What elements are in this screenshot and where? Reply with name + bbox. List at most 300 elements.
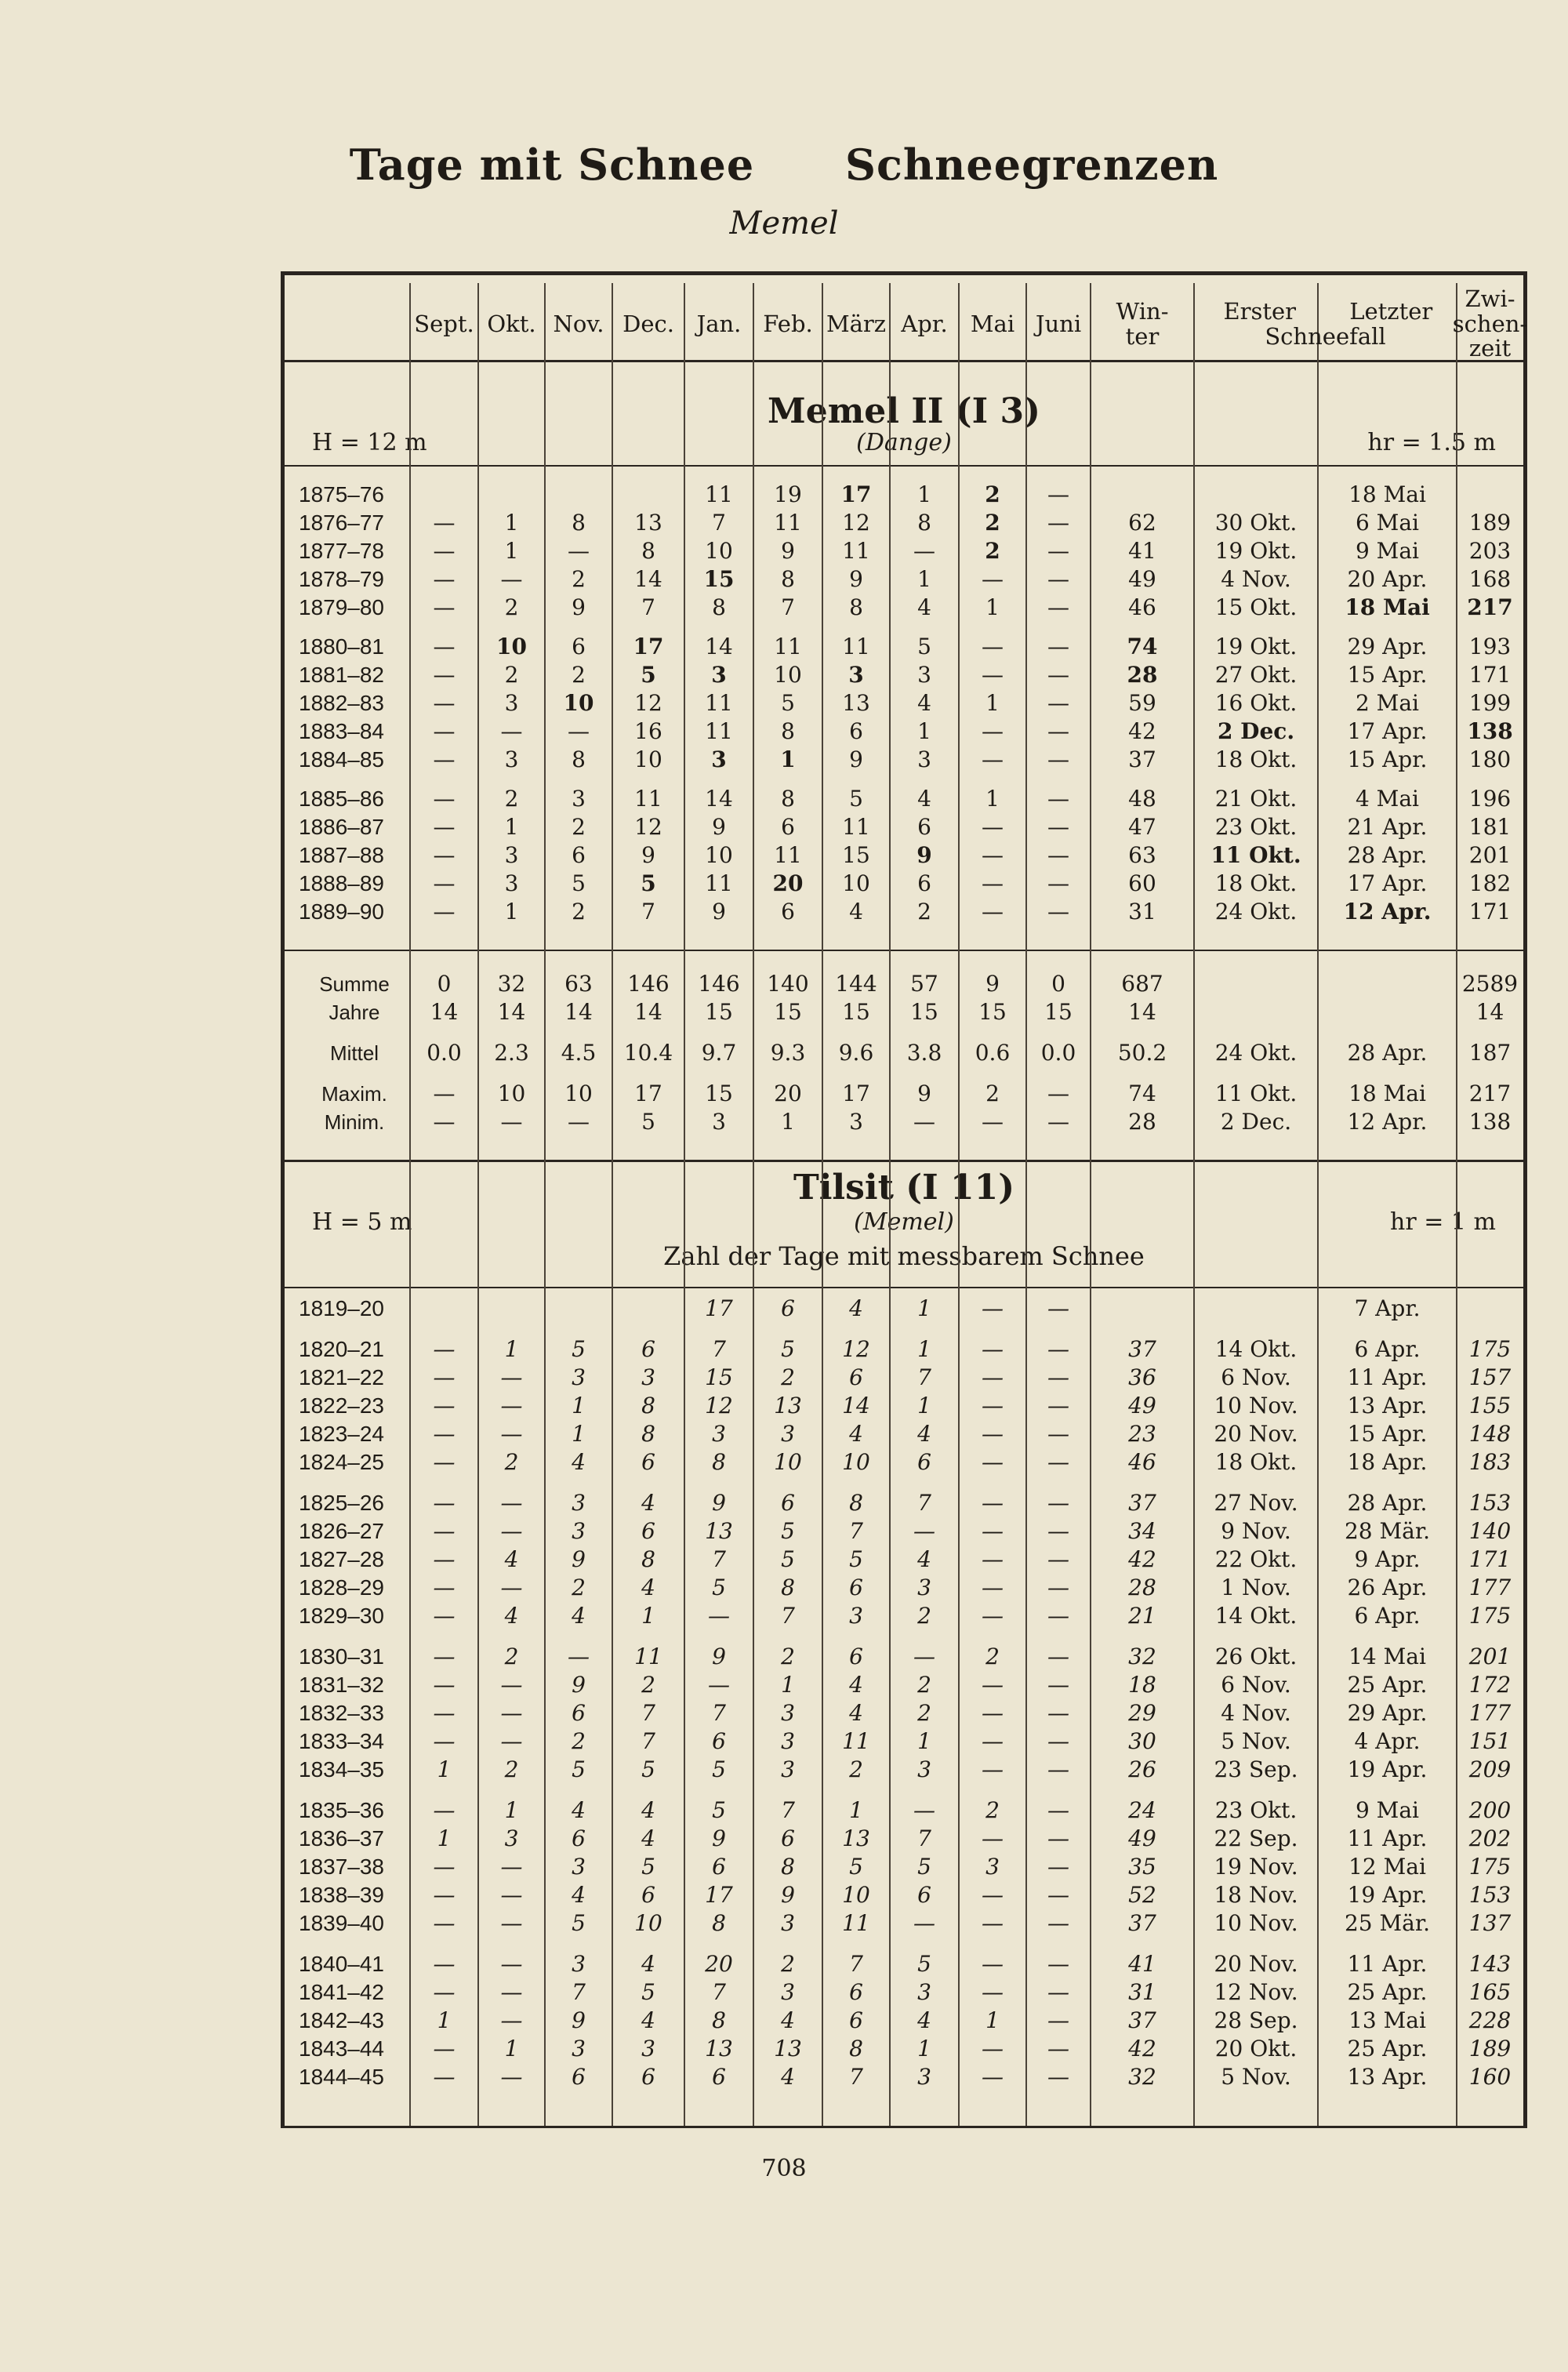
memel-subheader-separator <box>285 465 1523 467</box>
column-rule <box>1456 283 1457 2126</box>
value-cell: 6 <box>572 634 586 659</box>
value-cell: — <box>913 1518 935 1544</box>
value-cell: 74 <box>1128 1081 1156 1106</box>
header-juni: Juni <box>1035 310 1082 337</box>
tilsit-row <box>285 1978 1523 2007</box>
value-cell: — <box>982 1546 1004 1572</box>
value-cell: 8 <box>641 1546 655 1572</box>
value-cell: 7 <box>849 2064 863 2090</box>
tilsit-row <box>285 1881 1523 1909</box>
value-cell: 12 Apr. <box>1347 1109 1428 1135</box>
value-cell: 10 <box>842 1882 870 1908</box>
column-rule <box>1090 283 1091 2126</box>
value-cell: — <box>433 899 456 924</box>
value-cell: — <box>982 1336 1004 1362</box>
value-cell: 49 <box>1128 1825 1156 1851</box>
value-cell: — <box>1047 1449 1069 1475</box>
value-cell: — <box>433 1490 456 1516</box>
value-cell: 32 <box>1128 1644 1156 1669</box>
value-cell: 9 <box>641 842 655 868</box>
value-cell: 48 <box>1128 786 1156 812</box>
memel-row <box>285 746 1523 774</box>
value-cell: — <box>1047 1364 1069 1390</box>
value-cell: 22 Okt. <box>1214 1546 1298 1572</box>
value-cell: 42 <box>1128 718 1156 744</box>
value-cell: 7 <box>712 1336 726 1362</box>
value-cell: 6 <box>712 1854 726 1880</box>
header-jan: Jan. <box>696 310 742 337</box>
value-cell: 2 <box>572 899 586 924</box>
memel-summary-row <box>285 998 1523 1026</box>
value-cell: 3 <box>712 1421 726 1447</box>
memel-row <box>285 870 1523 898</box>
year-cell: 1843–44 <box>299 2036 385 2061</box>
value-cell: 9 <box>572 594 586 620</box>
value-cell: 217 <box>1467 594 1513 620</box>
value-cell: 2 <box>572 1728 586 1754</box>
header-märz: März <box>826 310 887 337</box>
value-cell: 143 <box>1468 1951 1512 1977</box>
value-cell: — <box>433 1336 456 1362</box>
value-cell: 11 Apr. <box>1347 1364 1428 1390</box>
tilsit-row <box>285 1574 1523 1602</box>
value-cell: 140 <box>1468 1518 1512 1544</box>
value-cell: 7 <box>641 1700 655 1726</box>
value-cell: — <box>500 1109 523 1135</box>
value-cell: 5 <box>781 1546 795 1572</box>
value-cell: 8 <box>781 1575 795 1600</box>
tilsit-row <box>285 1335 1523 1364</box>
value-cell: 0.0 <box>426 1040 462 1066</box>
value-cell: 5 <box>641 1109 655 1135</box>
value-cell: — <box>568 1644 590 1669</box>
value-cell: — <box>1047 1756 1069 1782</box>
value-cell: 187 <box>1468 1040 1512 1066</box>
value-cell: — <box>1047 1336 1069 1362</box>
value-cell: 20 Okt. <box>1214 2036 1298 2061</box>
value-cell: 2 <box>985 1797 1000 1823</box>
value-cell: 193 <box>1468 634 1512 659</box>
value-cell: — <box>433 1518 456 1544</box>
value-cell: 9 <box>712 1490 726 1516</box>
header-dec: Dec. <box>622 310 674 337</box>
value-cell: 2 <box>781 1644 795 1669</box>
value-cell: 10 <box>497 1081 526 1106</box>
value-cell: 9 <box>849 566 863 592</box>
value-cell: 9 Apr. <box>1354 1546 1421 1572</box>
value-cell: 5 Nov. <box>1221 1728 1291 1754</box>
year-cell: 1821–22 <box>299 1365 385 1389</box>
value-cell: — <box>982 1825 1004 1851</box>
value-cell: 7 <box>712 1700 726 1726</box>
value-cell: 5 <box>917 1854 931 1880</box>
value-cell: — <box>433 1728 456 1754</box>
value-cell: 175 <box>1468 1603 1512 1629</box>
value-cell: 228 <box>1468 2007 1512 2033</box>
value-cell: — <box>433 1951 456 1977</box>
value-cell: 9 <box>572 1546 586 1572</box>
value-cell: 2 <box>504 1644 519 1669</box>
value-cell: 14 <box>842 1393 870 1418</box>
tilsit-gauge-height: hr = 1 m <box>1390 1208 1496 1236</box>
value-cell: 9 <box>917 1081 931 1106</box>
year-cell: 1883–84 <box>299 719 385 743</box>
value-cell <box>1194 998 1318 1026</box>
value-cell: 3 <box>781 1700 795 1726</box>
value-cell: — <box>982 842 1004 868</box>
value-cell: 21 <box>1128 1603 1156 1629</box>
value-cell: 140 <box>767 971 809 997</box>
value-cell: 7 <box>849 1951 863 1977</box>
value-cell: 7 <box>712 1979 726 2005</box>
value-cell: 7 <box>781 1603 795 1629</box>
value-cell: 6 <box>781 1295 795 1321</box>
value-cell: — <box>913 1910 935 1936</box>
value-cell: 3 <box>781 1421 795 1447</box>
value-cell: 5 <box>712 1756 726 1782</box>
value-cell: 9 <box>781 538 795 564</box>
value-cell: 9 <box>712 1644 726 1669</box>
value-cell: 15 <box>774 999 802 1025</box>
value-cell: — <box>1047 1728 1069 1754</box>
value-cell: 9.6 <box>838 1040 874 1066</box>
value-cell: — <box>1047 1644 1069 1669</box>
value-cell: 2 <box>572 662 586 688</box>
value-cell: — <box>982 1756 1004 1782</box>
value-cell: — <box>982 1518 1004 1544</box>
year-cell: 1836–37 <box>299 1826 385 1851</box>
value-cell: 4 <box>641 1575 655 1600</box>
value-cell: 21 Okt. <box>1214 786 1298 812</box>
memel-data <box>285 481 1523 926</box>
value-cell: 15 <box>703 566 735 592</box>
value-cell <box>545 1295 612 1323</box>
value-cell: 138 <box>1468 1109 1512 1135</box>
year-cell: 1826–27 <box>299 1519 385 1543</box>
value-cell: 6 <box>781 899 795 924</box>
memel-row <box>285 813 1523 841</box>
value-cell: 13 <box>705 2036 733 2061</box>
value-cell: — <box>1047 718 1069 744</box>
value-cell: — <box>1047 870 1069 896</box>
value-cell: 42 <box>1128 1546 1156 1572</box>
value-cell: — <box>982 746 1004 772</box>
value-cell: 3 <box>504 690 519 716</box>
tilsit-row <box>285 1420 1523 1448</box>
year-cell: 1842–43 <box>299 2008 385 2032</box>
row-label: Jahre <box>328 1001 380 1024</box>
year-cell: 1841–42 <box>299 1980 385 2004</box>
value-cell: — <box>982 662 1004 688</box>
value-cell: 27 Nov. <box>1214 1490 1298 1516</box>
value-cell: 41 <box>1128 538 1156 564</box>
column-rule <box>1193 283 1195 2126</box>
value-cell: — <box>433 2036 456 2061</box>
value-cell: — <box>433 746 456 772</box>
value-cell: — <box>500 1575 523 1600</box>
value-cell: 3 <box>572 1854 586 1880</box>
value-cell: — <box>500 1910 523 1936</box>
memel-title: Memel II (I 3) <box>768 391 1040 431</box>
value-cell: 1 <box>504 538 519 564</box>
value-cell: 6 <box>917 814 931 840</box>
value-cell: 6 Apr. <box>1354 1603 1421 1629</box>
value-cell: 11 Okt. <box>1210 842 1301 868</box>
value-cell: — <box>708 1672 730 1698</box>
value-cell: — <box>433 634 456 659</box>
value-cell: 5 <box>849 786 863 812</box>
year-cell: 1820–21 <box>299 1337 385 1361</box>
year-cell: 1825–26 <box>299 1491 385 1515</box>
value-cell: — <box>433 1882 456 1908</box>
value-cell: 12 <box>842 1336 870 1362</box>
value-cell: 8 <box>641 1421 655 1447</box>
tilsit-row <box>285 1909 1523 1938</box>
year-cell: 1840–41 <box>299 1952 385 1976</box>
value-cell: 8 <box>849 594 863 620</box>
value-cell: 19 Okt. <box>1214 634 1298 659</box>
value-cell: 63 <box>1128 842 1156 868</box>
value-cell: — <box>982 718 1004 744</box>
value-cell: — <box>1047 1797 1069 1823</box>
value-cell <box>1318 998 1457 1026</box>
memel-gauge-height: hr = 1.5 m <box>1367 429 1496 456</box>
value-cell: 3 <box>504 870 519 896</box>
value-cell: — <box>982 2036 1004 2061</box>
value-cell: 0.6 <box>975 1040 1011 1066</box>
value-cell: 23 Okt. <box>1214 1797 1298 1823</box>
value-cell: 202 <box>1468 1825 1512 1851</box>
value-cell: 11 <box>842 1910 870 1936</box>
value-cell: 14 Okt. <box>1214 1603 1298 1629</box>
value-cell: 11 <box>705 718 733 744</box>
value-cell: 14 <box>430 999 459 1025</box>
value-cell: — <box>1047 1603 1069 1629</box>
value-cell: — <box>1047 662 1069 688</box>
value-cell: 1 <box>917 1393 931 1418</box>
value-cell: 1 <box>917 2036 931 2061</box>
title-right: Schneegrenzen <box>845 140 1219 190</box>
column-rule <box>822 283 823 2126</box>
value-cell: — <box>913 1644 935 1669</box>
header-last: Letzter <box>1349 297 1433 325</box>
header-winter: Win- ter <box>1116 297 1169 350</box>
value-cell: — <box>1047 1081 1069 1106</box>
value-cell: — <box>913 1109 935 1135</box>
value-cell: 1 <box>437 1756 452 1782</box>
value-cell: 5 <box>781 1518 795 1544</box>
value-cell: 16 Okt. <box>1214 690 1298 716</box>
value-cell: 15 <box>842 842 870 868</box>
value-cell: 181 <box>1468 814 1512 840</box>
value-cell: 2 <box>572 814 586 840</box>
value-cell: — <box>913 538 935 564</box>
value-cell: 1 <box>641 1603 655 1629</box>
value-cell: 6 <box>641 1449 655 1475</box>
value-cell: 11 Okt. <box>1214 1081 1298 1106</box>
value-cell: 32 <box>497 971 526 997</box>
value-cell: 3 <box>572 2036 586 2061</box>
value-cell: 155 <box>1468 1393 1512 1418</box>
value-cell <box>1194 1295 1318 1323</box>
value-cell: — <box>500 1421 523 1447</box>
value-cell: 8 <box>781 718 795 744</box>
value-cell: 160 <box>1468 2064 1512 2090</box>
value-cell: 9 <box>572 1672 586 1698</box>
value-cell: 18 <box>1128 1672 1156 1698</box>
column-rule <box>958 283 960 2126</box>
header-separator <box>285 360 1523 362</box>
value-cell: 11 Apr. <box>1347 1825 1428 1851</box>
value-cell: 1 <box>572 1393 586 1418</box>
value-cell: — <box>1047 1700 1069 1726</box>
value-cell: 9 <box>712 814 726 840</box>
title-left: Tage mit Schnee <box>349 140 755 190</box>
value-cell: 1 <box>781 1109 795 1135</box>
value-cell: 17 <box>840 481 872 507</box>
tilsit-elevation: H = 5 m <box>312 1208 412 1236</box>
value-cell: — <box>500 1728 523 1754</box>
value-cell: 18 Mai <box>1348 481 1426 507</box>
value-cell: — <box>500 1882 523 1908</box>
value-cell <box>478 1295 545 1323</box>
value-cell: — <box>982 870 1004 896</box>
value-cell: 4 <box>849 1421 863 1447</box>
value-cell: 10 Nov. <box>1214 1393 1298 1418</box>
value-cell: 4 <box>641 1951 655 1977</box>
value-cell: 138 <box>1467 718 1513 744</box>
column-rule <box>1317 283 1319 2126</box>
value-cell: 13 <box>842 690 870 716</box>
year-cell: 1822–23 <box>299 1393 385 1418</box>
value-cell: 5 <box>917 1951 931 1977</box>
tilsit-row <box>285 1448 1523 1477</box>
value-cell: 12 Nov. <box>1214 1979 1298 2005</box>
value-cell: 1 <box>917 718 931 744</box>
value-cell: 36 <box>1128 1364 1156 1390</box>
value-cell: 6 <box>781 1825 795 1851</box>
year-cell: 1887–88 <box>299 843 385 867</box>
snow-table <box>281 271 1527 2128</box>
value-cell: 6 Mai <box>1355 510 1420 536</box>
value-cell: 37 <box>1128 746 1156 772</box>
value-cell: 3 <box>781 1756 795 1782</box>
value-cell: 2 <box>917 899 931 924</box>
value-cell: — <box>982 1672 1004 1698</box>
header-mai: Mai <box>970 310 1015 337</box>
value-cell: — <box>1047 814 1069 840</box>
value-cell: 23 <box>1128 1421 1156 1447</box>
value-cell: 157 <box>1468 1364 1512 1390</box>
value-cell <box>1194 970 1318 998</box>
row-label: Maxim. <box>321 1082 387 1106</box>
value-cell: 1 <box>504 1797 519 1823</box>
value-cell: 11 <box>842 538 870 564</box>
value-cell: 15 Apr. <box>1347 662 1428 688</box>
value-cell: 4 <box>572 1882 586 1908</box>
value-cell: 13 Apr. <box>1347 1393 1428 1418</box>
value-cell: — <box>500 1518 523 1544</box>
value-cell: — <box>433 1797 456 1823</box>
value-cell: 17 Apr. <box>1347 870 1428 896</box>
value-cell: 9 <box>712 1825 726 1851</box>
value-cell: 4 Nov. <box>1221 566 1291 592</box>
year-cell: 1829–30 <box>299 1604 385 1628</box>
value-cell: 42 <box>1128 2036 1156 2061</box>
value-cell: — <box>1047 2007 1069 2033</box>
value-cell: 14 <box>564 999 593 1025</box>
value-cell: 5 <box>712 1575 726 1600</box>
value-cell: 4 <box>641 2007 655 2033</box>
value-cell: — <box>982 566 1004 592</box>
value-cell: 49 <box>1128 566 1156 592</box>
value-cell: 11 <box>634 1644 662 1669</box>
value-cell: 1 <box>504 814 519 840</box>
value-cell: 18 Apr. <box>1347 1449 1428 1475</box>
value-cell: — <box>982 1603 1004 1629</box>
value-cell: 153 <box>1468 1490 1512 1516</box>
value-cell: 10 <box>705 842 733 868</box>
value-cell: 1 <box>780 746 796 772</box>
value-cell: — <box>982 1295 1004 1321</box>
group-gap <box>285 1630 1523 1643</box>
value-cell: 3 <box>572 1951 586 1977</box>
value-cell: — <box>913 1797 935 1823</box>
value-cell: 7 <box>917 1825 931 1851</box>
group-gap <box>285 1477 1523 1489</box>
value-cell: 63 <box>564 971 593 997</box>
value-cell: 1 <box>504 1336 519 1362</box>
value-cell: 12 <box>842 510 870 536</box>
value-cell: 8 <box>712 1910 726 1936</box>
memel-row <box>285 898 1523 926</box>
year-cell: 1833–34 <box>299 1729 385 1753</box>
value-cell: 148 <box>1468 1421 1512 1447</box>
value-cell: 175 <box>1468 1854 1512 1880</box>
value-cell: 7 <box>572 1979 586 2005</box>
row-label: Summe <box>319 972 390 996</box>
value-cell: 25 Apr. <box>1347 1979 1428 2005</box>
value-cell: — <box>1047 786 1069 812</box>
value-cell: 7 <box>917 1490 931 1516</box>
value-cell: — <box>1047 1421 1069 1447</box>
value-cell: — <box>433 1644 456 1669</box>
value-cell <box>1457 481 1523 509</box>
value-cell: 11 <box>842 814 870 840</box>
tilsit-row <box>285 1392 1523 1420</box>
value-cell: 8 <box>572 510 586 536</box>
value-cell: — <box>433 538 456 564</box>
value-cell: 37 <box>1128 1910 1156 1936</box>
value-cell: 35 <box>1128 1854 1156 1880</box>
memel-river: (Dange) <box>856 429 952 456</box>
value-cell: 4 <box>917 786 931 812</box>
value-cell: 11 <box>705 481 733 507</box>
value-cell: 28 Apr. <box>1347 1040 1428 1066</box>
value-cell: — <box>1047 1490 1069 1516</box>
value-cell: 13 <box>774 2036 802 2061</box>
value-cell: 201 <box>1468 842 1512 868</box>
value-cell: 18 Okt. <box>1214 746 1298 772</box>
value-cell: 3 <box>572 1518 586 1544</box>
value-cell: 23 Okt. <box>1214 814 1298 840</box>
value-cell: — <box>500 566 523 592</box>
memel-summary-row <box>285 970 1523 998</box>
value-cell: 8 <box>781 566 795 592</box>
value-cell: 18 Okt. <box>1214 1449 1298 1475</box>
value-cell: 8 <box>712 594 726 620</box>
year-cell: 1880–81 <box>299 634 385 659</box>
